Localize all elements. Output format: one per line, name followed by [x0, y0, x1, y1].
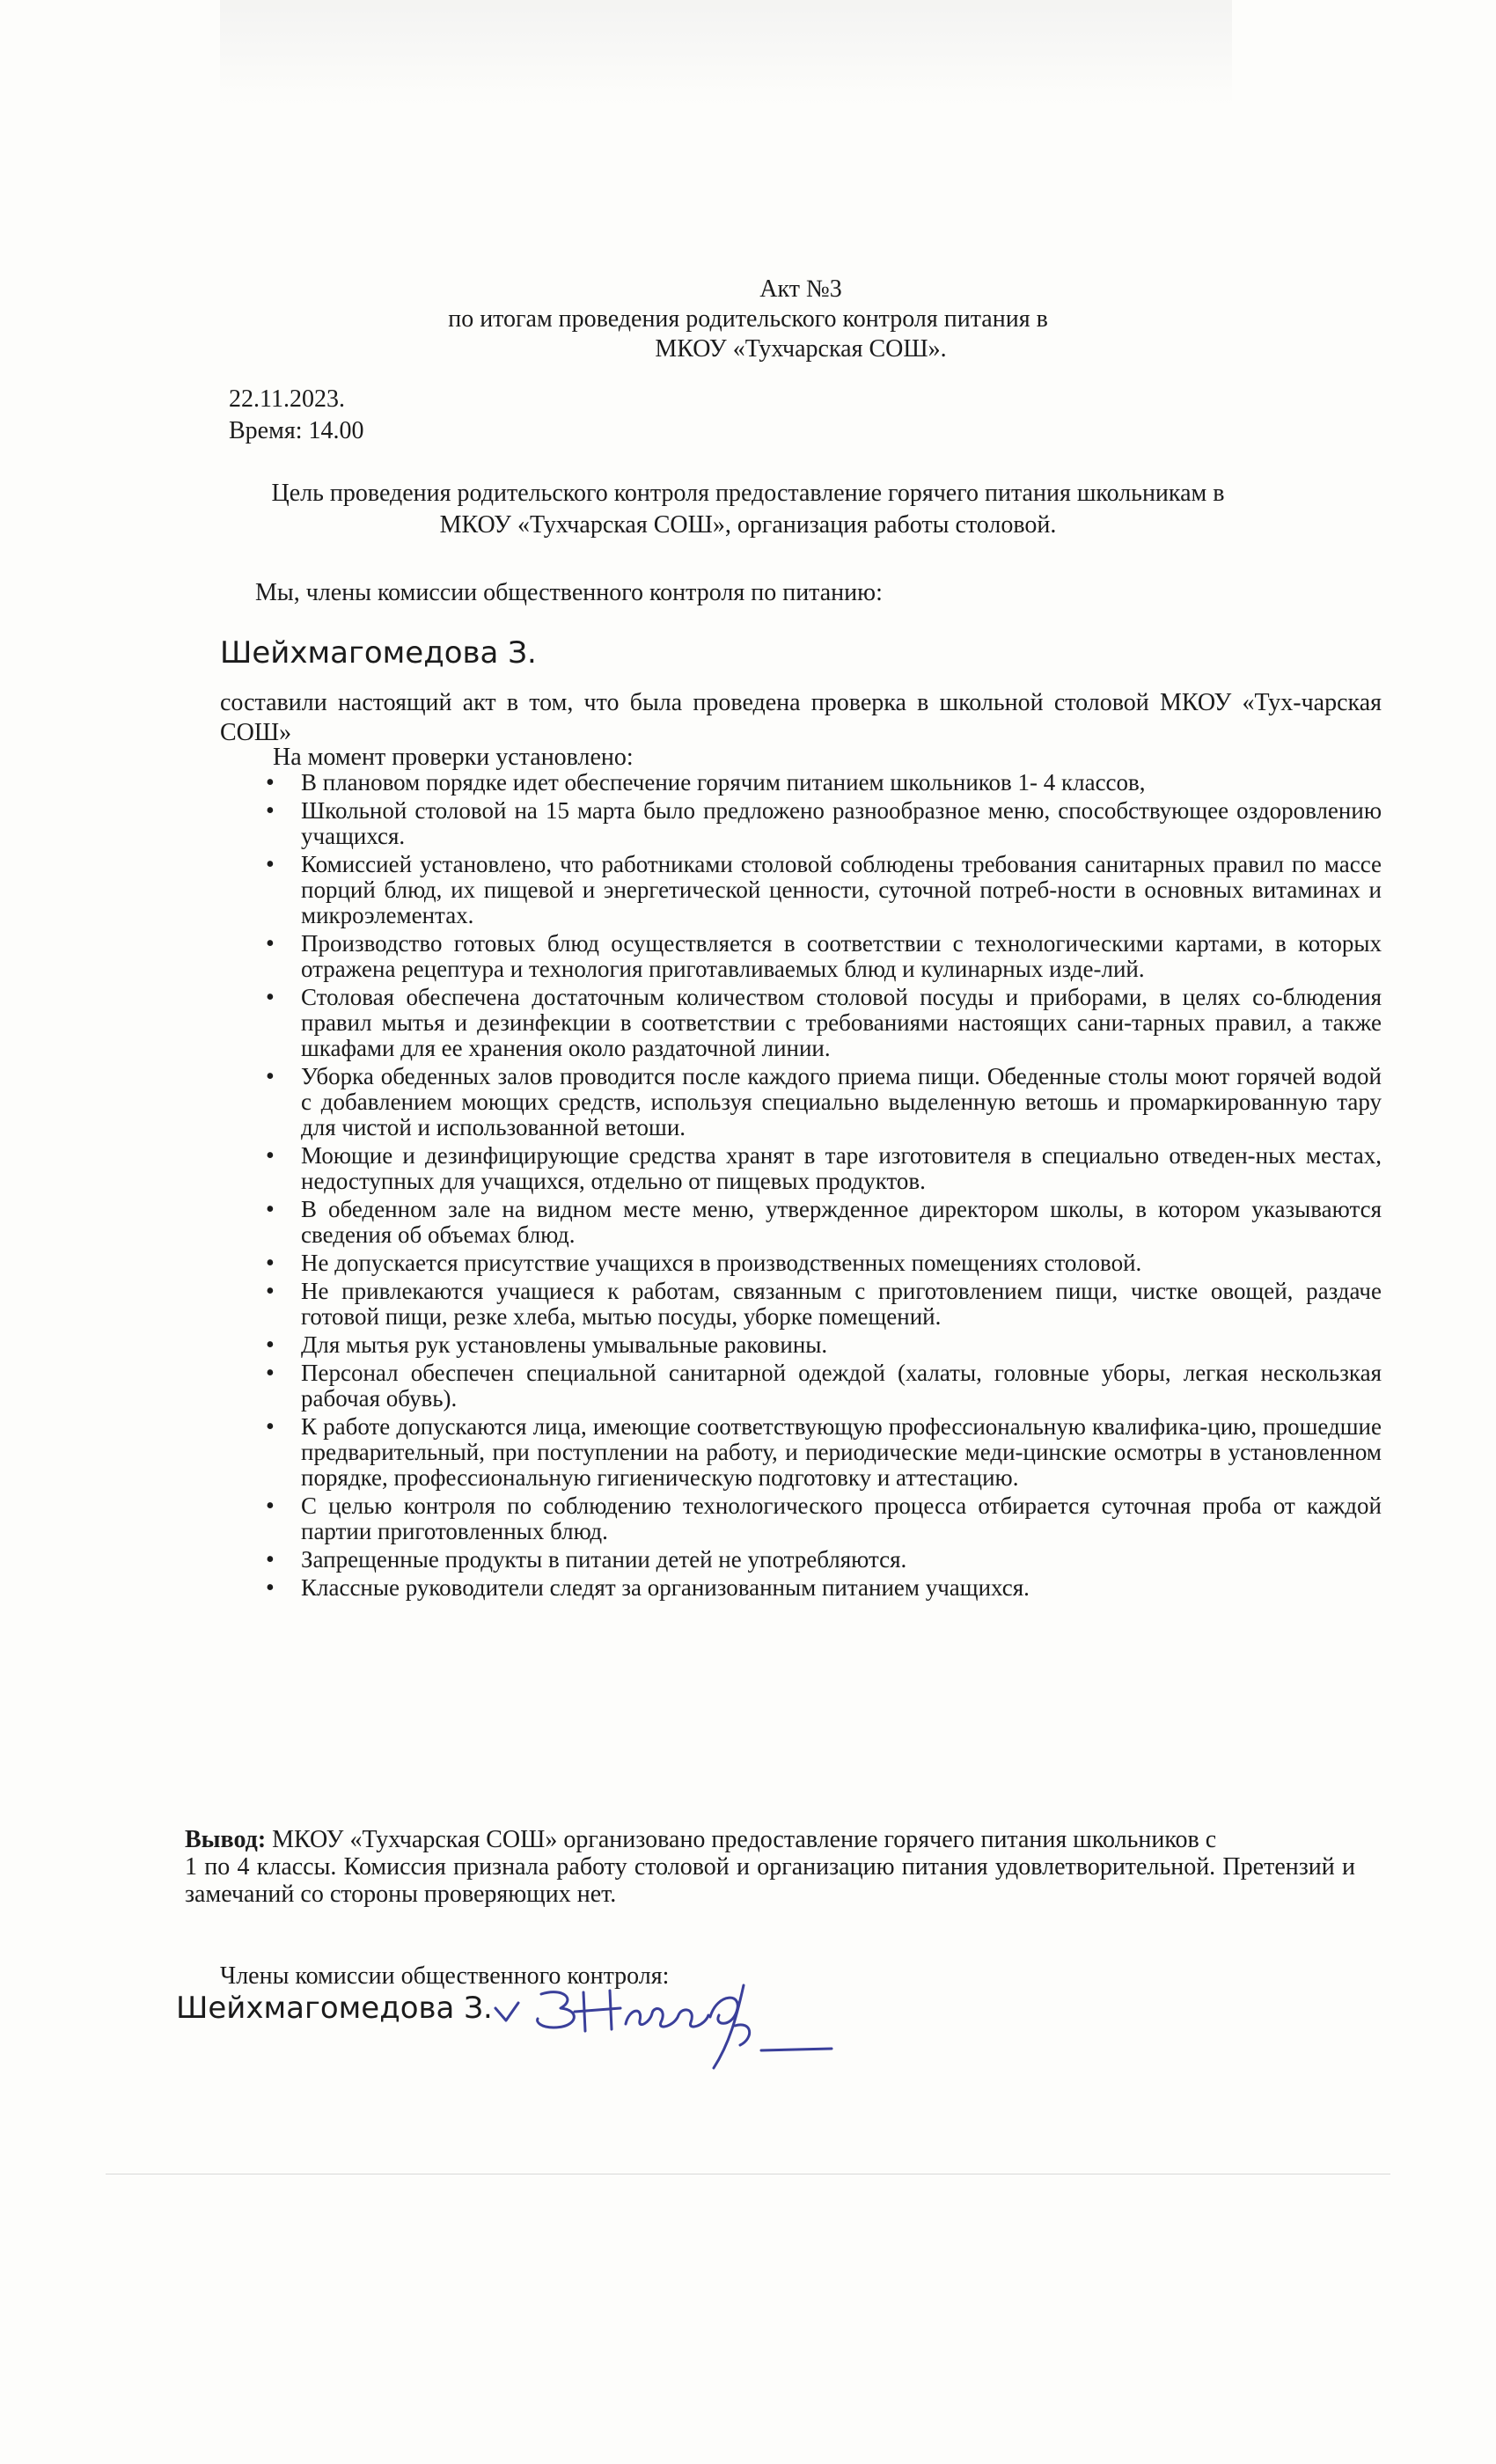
- finding-item: • Персонал обеспечен специальной санитарной одеждой (халаты, головные уборы, легкая нескользкая рабочая обувь).: [246, 1360, 1382, 1412]
- finding-item: • Столовая обеспечена достаточным количеством столовой посуды и приборами, в целях со-блюдения правил мытья и дезинфекции в соответствии с требованиями настоящих сани-тарных правил, а также шкафами для ее хранения около раздаточной линии.: [246, 985, 1382, 1061]
- purpose-line1: Цель проведения родительского контроля предоставление горячего питания школьникам в: [271, 480, 1225, 507]
- finding-item: • Уборка обеденных залов проводится после каждого приема пищи. Обеденные столы моют горячей водой с добавлением моющих средств, используя специально выделенную ветошь и промаркированную тару для чистой и использованной ветоши.: [246, 1064, 1382, 1140]
- findings-intro: На момент проверки установлено:: [273, 744, 634, 771]
- finding-item: • Школьной столовой на 15 марта было предложено разнообразное меню, способствующее оздоровлению учащихся.: [246, 798, 1382, 849]
- act-header: [0, 275, 1496, 364]
- finding-item: • Классные руководители следят за организованным питанием учащихся.: [246, 1575, 1382, 1601]
- scan-bleed-artifact: [220, 0, 1232, 106]
- purpose-line2: МКОУ «Тухчарская СОШ», организация работы столовой.: [439, 511, 1057, 539]
- signatures-intro: Члены комиссии общественного контроля:: [220, 1962, 670, 1990]
- finding-item: • С целью контроля по соблюдению технологического процесса отбирается суточная проба от каждой партии приготовленных блюд.: [246, 1493, 1382, 1544]
- act-time: Время: 14.00: [229, 417, 364, 444]
- finding-item: • Для мытья рук установлены умывальные раковины.: [246, 1332, 1382, 1358]
- finding-item: • Запрещенные продукты в питании детей не употребляются.: [246, 1547, 1382, 1573]
- conclusion-label: Вывод:: [185, 1826, 267, 1853]
- conclusion-text-1: МКОУ «Тухчарская СОШ» организовано предоставление горячего питания школьников с: [266, 1826, 1217, 1853]
- finding-item: • Моющие и дезинфицирующие средства хранят в таре изготовителя в специально отведен-ных местах, недоступных для учащихся, отдельно от пищевых продуктов.: [246, 1143, 1382, 1194]
- commission-member: Шейхмагомедова З.: [220, 635, 537, 671]
- conclusion-text-2: 1 по 4 классы. Комиссия признала работу столовой и организацию питания удовлетворительной. Претензий и замечаний со стороны проверяющих нет.: [185, 1853, 1355, 1908]
- finding-item: • В обеденном зале на видном месте меню, утвержденное директором школы, в котором указываются сведения об объемах блюд.: [246, 1197, 1382, 1248]
- act-subtitle-line2: МКОУ «Тухчарская СОШ».: [655, 335, 947, 363]
- finding-item: • К работе допускаются лица, имеющие соответствующую профессиональную квалифика-цию, прошедшие предварительный, при поступлении на работу, и периодические меди-цинские осмотры в установленном порядке, профессиональную гигиеническую подготовку и аттестацию.: [246, 1414, 1382, 1491]
- finding-item: • Производство готовых блюд осуществляется в соответствии с технологическими картами, в которых отражена рецептура и технология приготавливаемых блюд и кулинарных изде-лий.: [246, 931, 1382, 982]
- conclusion-block: [185, 1826, 1355, 1908]
- meta-block: [229, 384, 363, 447]
- signature-row: [176, 1991, 493, 2043]
- signatory-name: Шейхмагомедова З.: [176, 1991, 493, 2026]
- handwritten-signature: [480, 1982, 849, 2079]
- finding-item: • Не допускается присутствие учащихся в производственных помещениях столовой.: [246, 1250, 1382, 1276]
- act-date: 22.11.2023.: [229, 385, 345, 413]
- act-title: Акт №3: [759, 275, 842, 303]
- finding-item: • Комиссией установлено, что работниками столовой соблюдены требования санитарных правил по массе порций блюд, их пищевой и энергетической ценности, суточной потреб-ности в основных витаминах и микроэлементах.: [246, 852, 1382, 928]
- commission-intro: Мы, члены комиссии общественного контроля по питанию:: [255, 579, 883, 606]
- finding-item: • В плановом порядке идет обеспечение горячим питанием школьников 1- 4 классов,: [246, 770, 1382, 796]
- findings-list: [246, 770, 1382, 1603]
- purpose-block: [0, 478, 1496, 541]
- finding-item: • Не привлекаются учащиеся к работам, связанным с приготовлением пищи, чистке овощей, раздаче готовой пищи, резке хлеба, мытью посуды, уборке помещений.: [246, 1279, 1382, 1330]
- compiled-statement: составили настоящий акт в том, что была проведена проверка в школьной столовой МКОУ «Тух-чарская СОШ»: [220, 689, 1382, 746]
- act-subtitle-line1: по итогам проведения родительского контроля питания в: [448, 305, 1048, 333]
